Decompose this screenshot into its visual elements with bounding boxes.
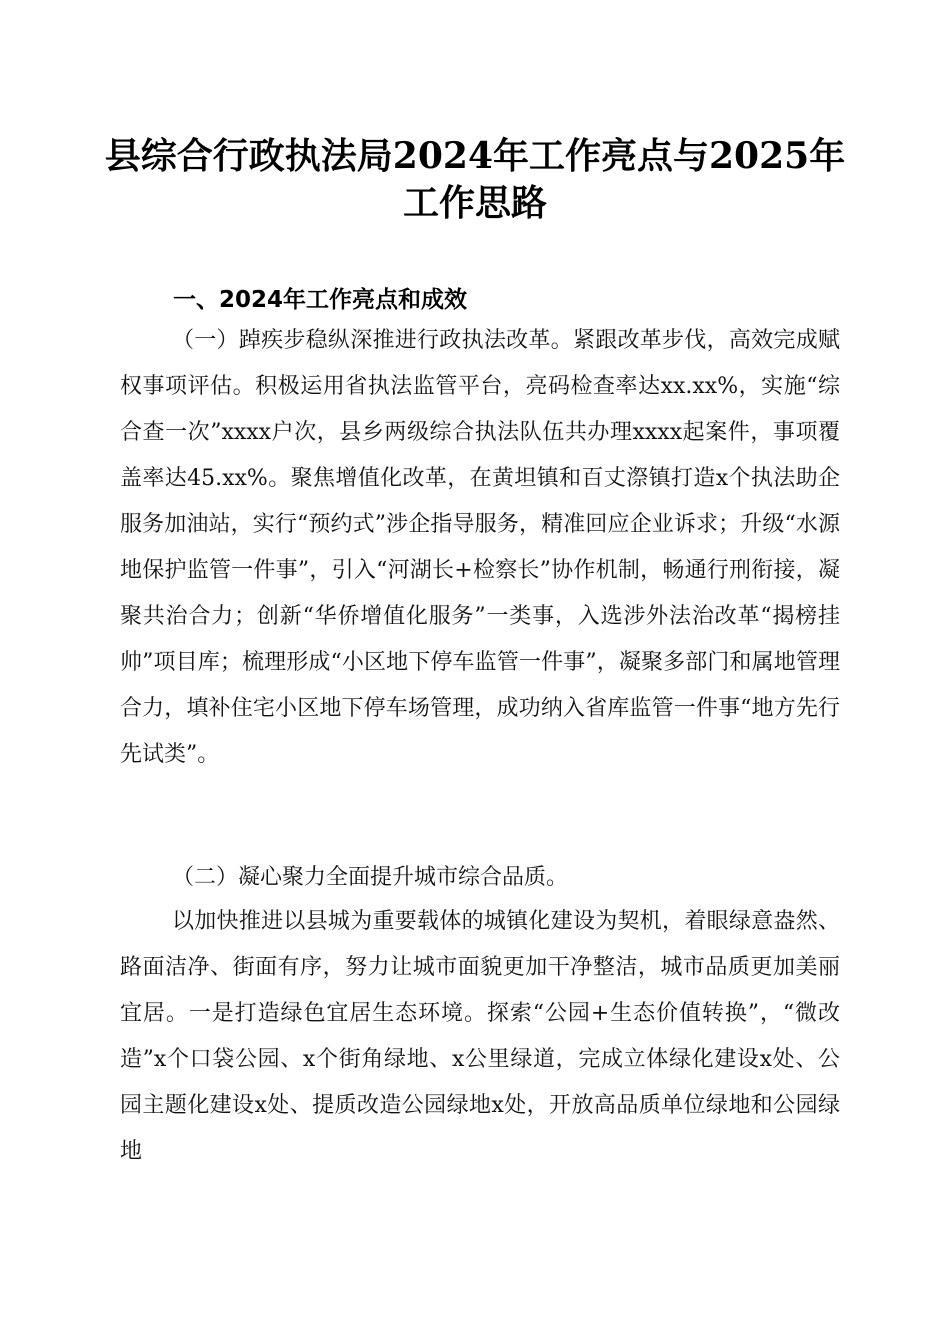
title-line-1: 县综合行政执法局2024年工作亮点与2025年 xyxy=(104,135,846,177)
title-line-2: 工作思路 xyxy=(402,182,547,224)
paragraph-urbanization: 以加快推进以县城为重要载体的城镇化建设为契机，着眼绿意盎然、路面洁净、街面有序，努力让城市面貌更加干净整洁，城市品质更加美丽宜居。一是打造绿色宜居生态环境。探索“公园+生态价值转换”，“微改造”x个口袋公园、x个街角绿地、x公里绿道，完成立体绿化建设x处、公园主题化建设x处、提质改造公园绿地x处，开放高品质单位绿地和公园绿地 xyxy=(120,909,840,1164)
subheading-city-quality: （二）凝心聚力全面提升城市综合品质。 xyxy=(172,865,569,890)
paragraph-reform: （一）踔疾步稳纵深推进行政执法改革。紧跟改革步伐，高效完成赋权事项评估。积极运用省执法监管平台，亮码检查率达xx.xx%，实施“综合查一次”xxxx户次，县乡两级综合执法队伍共办理xxxx起案件，事项覆盖率达45.xx%。聚焦增值化改革，在黄坦镇和百丈漈镇打造x个执法助企服务加油站，实行“预约式”涉企指导服务，精准回应企业诉求；升级“水源地保护监管一件事”，引入“河湖长+检察长”协作机制，畅通行刑衔接，凝聚共治合力；创新“华侨增值化服务”一类事，入选涉外法治改革“揭榜挂帅”项目库；梳理形成“小区地下停车监管一件事”，凝聚多部门和属地管理合力，填补住宅小区地下停车场管理，成功纳入省库监管一件事“地方先行先试类”。 xyxy=(120,328,840,767)
document-title xyxy=(100,133,850,227)
section-heading-1: 一、2024年工作亮点和成效 xyxy=(173,287,468,313)
